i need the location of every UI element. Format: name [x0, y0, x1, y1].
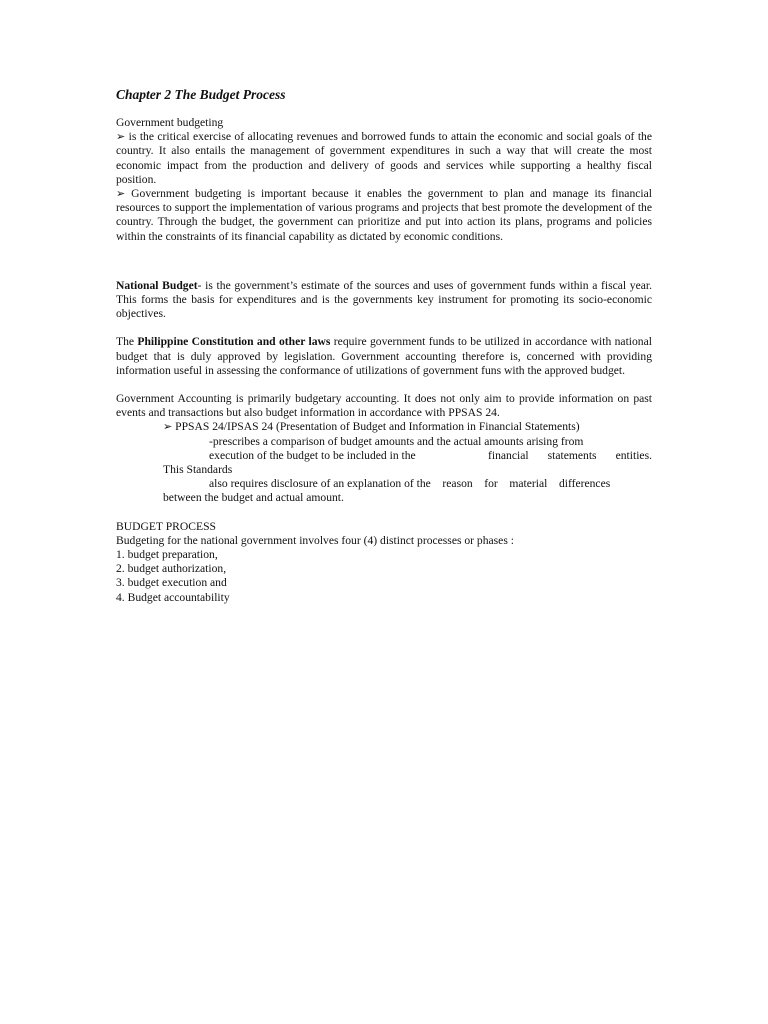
national-budget-paragraph [116, 279, 652, 322]
ppsas-line-2 [116, 449, 652, 463]
list-item: 1. budget preparation, [116, 548, 218, 562]
gov-budgeting-heading: Government budgeting [116, 116, 224, 129]
gov-accounting-paragraph: Government Accounting is primarily budgetary accounting. It does not only aim to provide information on past events and transactions but also budget information in accordance with PPSAS 24. [116, 392, 652, 420]
ppsas-line-1: -prescribes a comparison of budget amounts and the actual amounts arising from [209, 434, 584, 448]
arrow-bullet-icon: ➢ [116, 187, 126, 201]
budget-process-heading: BUDGET PROCESS [116, 519, 216, 533]
budget-process-intro: Budgeting for the national government involves four (4) distinct processes or phases : [116, 533, 514, 547]
ppsas-word-statements: statements [547, 448, 597, 462]
list-item: 4. Budget accountability [116, 590, 230, 604]
gov-budgeting-paragraph-1 [116, 130, 652, 187]
ppsas-line-2-left: execution of the budget to be included in the [209, 448, 416, 462]
document-page [116, 86, 652, 605]
list-item: 3. budget execution and [116, 576, 227, 590]
ppsas-line-3: This Standards [163, 463, 233, 477]
ppsas-word-financial: financial [488, 448, 529, 462]
constitution-term: Philippine Constitution and other laws [137, 335, 331, 349]
arrow-bullet-icon: ➢ [163, 420, 173, 434]
constitution-prefix: The [116, 335, 138, 349]
national-budget-text: - is the government’s estimate of the sources and uses of government funds within a fiscal year. This forms the basis for expenditures and is the governments key instrument for promoting its socio-economic objectives. [116, 278, 652, 321]
ppsas-bullet [116, 420, 652, 434]
list-item: 2. budget authorization, [116, 562, 227, 576]
ppsas-line-4: also requires disclosure of an explanation of the reason for material differences [209, 477, 611, 491]
ppsas-bullet-text: PPSAS 24/IPSAS 24 (Presentation of Budget and Information in Financial Statements) [175, 420, 580, 434]
gov-budgeting-paragraph-2 [116, 187, 652, 244]
gov-budgeting-text-1: is the critical exercise of allocating revenues and borrowed funds to attain the economic and social goals of the country. It also entails the management of government expenditures in such a way that will create the most economic impact from the production and delivery of goods and services while supporting a healthy fiscal position. [116, 130, 652, 186]
national-budget-term: National Budget [116, 278, 198, 292]
ppsas-word-entities: entities. [615, 448, 652, 462]
chapter-title: Chapter 2 The Budget Process [116, 87, 286, 102]
ppsas-line-2-right [488, 449, 652, 463]
arrow-bullet-icon: ➢ [116, 130, 126, 144]
constitution-text: require government funds to be utilized in accordance with national budget that is duly approved by legislation. Government accounting therefore is, concerned with providing information useful in assessing the conformance of utilizations of government funs with the approved budget. [116, 335, 652, 377]
constitution-paragraph [116, 335, 652, 378]
ppsas-line-5: between the budget and actual amount. [163, 491, 344, 505]
gov-budgeting-text-2: Government budgeting is important because it enables the government to plan and manage its financial resources to support the implementation of various programs and projects that best promote the development of the country. Through the budget, the government can prioritize and put into action its plans, programs and policies within the constraints of its financial capability as dictated by economic conditions. [116, 187, 652, 243]
